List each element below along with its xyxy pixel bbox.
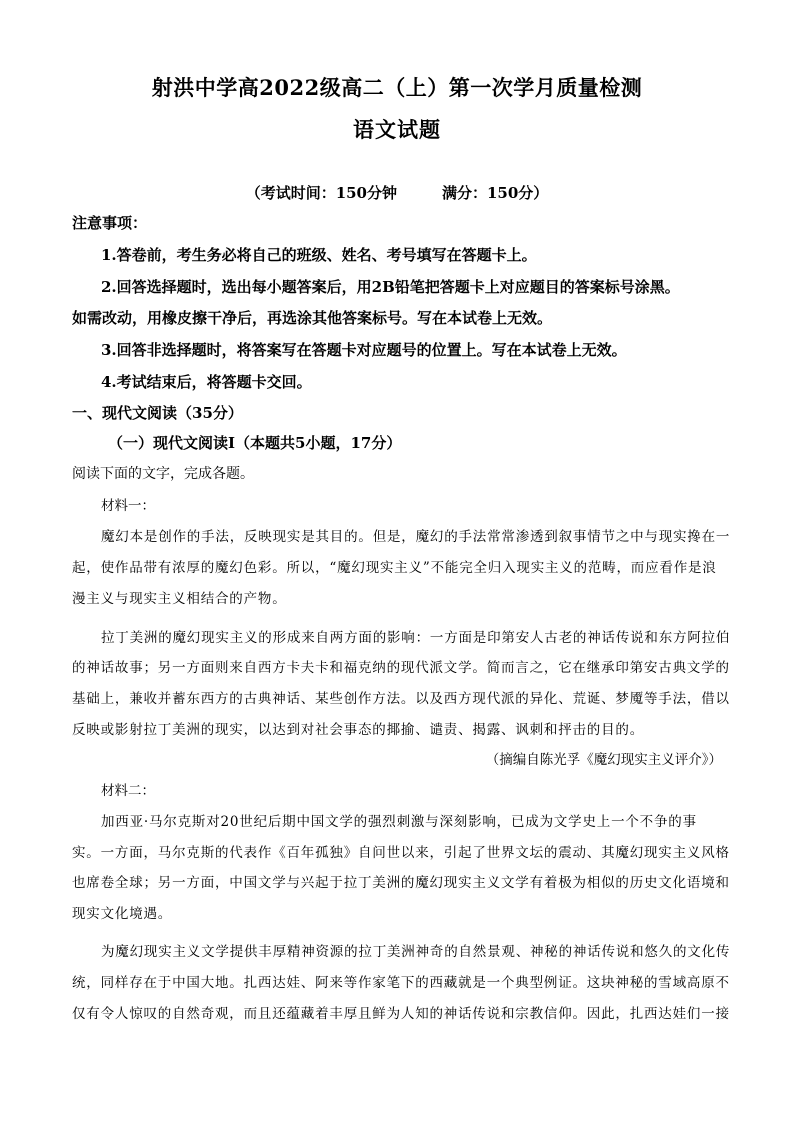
- material-text-line: 加西亚·马尔克斯对20世纪后期中国文学的强烈刺激与深刻影响，已成为文学史上一个不争的事: [101, 814, 697, 830]
- material-label: 材料二：: [101, 783, 155, 799]
- page-title: 射洪中学高2022级高二（上）第一次学月质量检测: [151, 75, 643, 100]
- material-text-line: 魔幻本是创作的手法，反映现实是其目的。但是，魔幻的手法常常渗透到叙事情节之中与现实搀在一: [101, 529, 731, 545]
- notes-heading: 注意事项：: [72, 214, 148, 232]
- material-text-line: 实。一方面，马尔克斯的代表作《百年孤独》自问世以来，引起了世界文坛的震动、其魔幻现实主义风格: [72, 845, 730, 861]
- note-item: 2.回答选择题时，选出每小题答案后，用2B铅笔把答题卡上对应题目的答案标号涂黑。: [101, 278, 680, 296]
- note-item: 1.答卷前，考生务必将自己的班级、姓名、考号填写在答题卡上。: [101, 246, 537, 264]
- material-text-line: 漫主义与现实主义相结合的产物。: [72, 591, 287, 607]
- note-item: 如需改动，用橡皮擦干净后，再选涂其他答案标号。写在本试卷上无效。: [72, 309, 553, 327]
- material-text-line: 统，同样存在于中国大地。扎西达娃、阿来等作家笔下的西藏就是一个典型例证。这块神秘的雪域高原不: [72, 975, 730, 991]
- material-source: （摘编自陈光孚《魔幻现实主义评介》）: [485, 752, 722, 768]
- material-text-line: 的神话故事；另一方面则来自西方卡夫卡和福克纳的现代派文学。简而言之，它在继承印第安古典文学的: [72, 660, 730, 676]
- note-item: 4.考试结束后，将答题卡交回。: [101, 373, 312, 391]
- reading-instruction: 阅读下面的文字，完成各题。: [72, 466, 254, 482]
- material-text-line: 拉丁美洲的魔幻现实主义的形成来自两方面的影响：一方面是印第安人古老的神话传说和东方阿拉伯: [101, 630, 731, 646]
- section-heading: 一、现代文阅读（35分）: [72, 404, 243, 422]
- material-text-line: 基础上，兼收并蓄东西方的古典神话、某些创作方法。以及西方现代派的异化、荒诞、梦魇等手法，借以: [72, 691, 730, 707]
- material-text-line: 起，使作品带有浓厚的魔幻色彩。所以，“魔幻现实主义”不能完全归入现实主义的范畴，而应看作是浪: [72, 560, 717, 576]
- subsection-heading: （一）现代文阅读Ⅰ（本题共5小题，17分）: [108, 434, 402, 452]
- material-text-line: 为魔幻现实主义文学提供丰厚精神资源的拉丁美洲神奇的自然景观、神秘的神话传说和悠久的文化传: [101, 944, 731, 960]
- material-label: 材料一：: [101, 498, 155, 514]
- exam-info: （考试时间：150分钟 满分：150分）: [245, 184, 549, 202]
- material-text-line: 反映或影射拉丁美洲的现实，以达到对社会事态的揶揄、谴责、揭露、讽刺和抨击的目的。: [72, 722, 644, 738]
- material-text-line: 也席卷全球；另一方面，中国文学与兴起于拉丁美洲的魔幻现实主义文学有着极为相似的历史文化语境和: [72, 875, 730, 891]
- page-subtitle: 语文试题: [353, 117, 441, 142]
- note-item: 3.回答非选择题时，将答案写在答题卡对应题号的位置上。写在本试卷上无效。: [101, 341, 627, 359]
- material-text-line: 现实文化境遇。: [72, 906, 173, 922]
- material-text-line: 仅有令人惊叹的自然奇观，而且还蕴藏着丰厚且鲜为人知的神话传说和宗教信仰。因此，扎西达娃们一接: [72, 1006, 730, 1022]
